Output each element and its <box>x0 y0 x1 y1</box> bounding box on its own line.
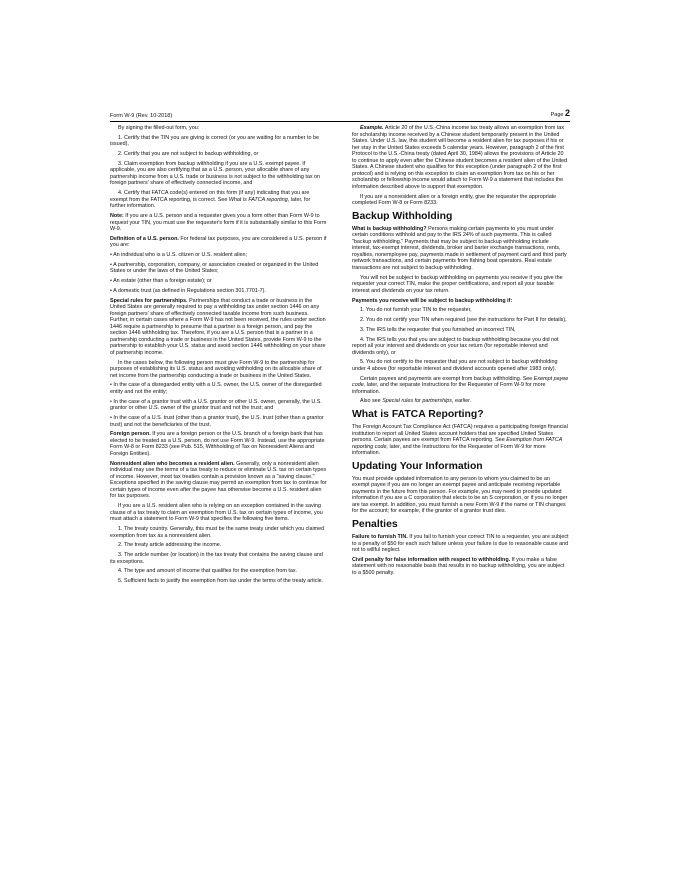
section-heading-penalties: Penalties <box>352 519 398 531</box>
special-rules-label: Special rules for partnerships. <box>110 297 188 304</box>
list-item: 3. The IRS tells the requester that you furnished an incorrect TIN, <box>360 326 516 333</box>
backup-withholding-label: What is backup withholding? <box>352 225 427 232</box>
text: If you make a false statement with no reasonable basis that results in no backup withholding, you are subject to a $500 penalty. <box>352 556 565 576</box>
cross-reference: Exempt payee code, <box>352 375 569 389</box>
cross-reference: Exemption from FATCA reporting code, <box>352 437 563 450</box>
list-item: 2. You do not certify your TIN when required (see the instructions for Part II for details), <box>360 317 567 324</box>
text: Also see <box>360 398 383 405</box>
text: later, and the Instructions for the Requester of Form W-9 for more information. <box>352 443 546 457</box>
page-label: Page <box>550 112 564 118</box>
paragraph <box>110 298 327 357</box>
paragraph: You must provide updated information to any person to whom you claimed to be an exempt payee if you are no longer an exempt payee and anticipate receiving reportable payments in the future from this person. For example, you may need to provide updated information if you are a C corporation that elects to be an S corporation, or if you no longer are tax exempt. In addition, you must furnish a new Form W-9 if the name or TIN changes for the account; for example, if the grantor of a grantor trust dies. <box>352 475 568 515</box>
paragraph: By signing the filled-out form, you: <box>118 125 200 131</box>
paragraph: If you are a U.S. resident alien who is relying on an exception contained in the saving clause of a tax treaty to claim an exemption from U.S. tax on certain types of income, you must attach a statement to Form W-9 that specifies the following five items. <box>110 503 323 523</box>
text: earlier. <box>453 398 472 405</box>
bullet-item: • An estate (other than a foreign estate); or <box>110 278 212 285</box>
bullet-item: • A partnership, corporation, company, or association created or organized in the United States or under the laws of the United States; <box>110 261 319 275</box>
paragraph <box>352 125 569 190</box>
paragraph: 3. Claim exemption from backup withholding if you are a U.S. exempt payee. If applicable, you are also certifying that as a U.S. person, your allocable share of any partnership income from a U.S. trade or business is not subject to the withholding tax on foreign partners' share of effectively connected income, and <box>110 160 321 187</box>
text: later, for further information. <box>110 196 311 210</box>
cross-reference: What is FATCA reporting, <box>228 196 290 203</box>
bullet-item: • In the case of a U.S. trust (other than a grantor trust), the U.S. trust (other than a grantor trust) and not the beneficiaries of the trust. <box>110 415 324 428</box>
paragraph: If you are a nonresident alien or a foreign entity, give the requester the appropriate completed Form W-8 or Form 8233. <box>352 193 557 207</box>
paragraph <box>352 424 569 457</box>
section-heading-updating: Updating Your Information <box>352 460 483 472</box>
paragraph <box>352 398 569 405</box>
bullet-item: • In the case of a grantor trust with a U.S. grantor or other U.S. owner, generally, the U.S. grantor or other U.S. owner of the grantor trust and not the trust; and <box>110 398 322 412</box>
section-heading-backup-withholding: Backup Withholding <box>352 210 453 222</box>
note-label: Note: <box>110 212 124 219</box>
text: The Foreign Account Tax Compliance Act (FATCA) requires a participating foreign financial institution to report all United States account holders that are specified United States persons. Certain payees are exempt from FATCA reporting. See <box>352 424 568 444</box>
subheading: Payments you receive will be subject to backup withholding if: <box>352 297 513 304</box>
list-item: 4. The type and amount of income that qualifies for the exemption from tax. <box>118 568 298 575</box>
text: If you fail to furnish your correct TIN to a requester, you are subject to a penalty of $50 for each such failure unless your failure is due to reasonable cause and not to willful neglect. <box>352 534 569 554</box>
text: Certain payees and payments are exempt from backup withholding. See <box>360 375 534 382</box>
list-item: 1. You do not furnish your TIN to the requester, <box>360 307 472 314</box>
list-item: 1. The treaty country. Generally, this must be the same treaty under which you claimed exemption from tax as a nonresident alien. <box>110 526 325 539</box>
bullet-item: • A domestic trust (as defined in Regulations section 301.7701-7). <box>110 287 266 294</box>
text: Generally, only a nonresident alien individual may use the terms of a tax treaty to reduce or eliminate U.S. tax on certain types of income. However, most tax treaties contain a provision known as a "saving clause." Exceptions specified in the saving clause may permit an exemption from tax to continue for certain types of income even after the payee has otherwise become a U.S. resident alien for tax purposes. <box>110 460 327 500</box>
paragraph <box>110 213 327 233</box>
list-item: 5. You do not certify to the requester that you are not subject to backup withholding under 4 above (for reportable interest and dividend accounts opened after 1983 only). <box>352 359 558 372</box>
text: If you are a U.S. person and a requester gives you a form other than Form W-9 to request your TIN, you must use the requester's form if it is substantially similar to this Form W-9. <box>110 212 327 233</box>
text: Persons making certain payments to you must under certain conditions withhold and pay to the IRS 24% of such payments. This is called "backup withholding." Payments that may be subject to backup withholding include interest, tax-exempt interest, dividends, broker and barter exchange transactions, rents, royalties, nonemployee pay, payments made in settlement of payment card and third party network transactions, and certain payments from fishing boat operators. Real estate transactions are not subject to backup withholding. <box>352 225 567 272</box>
right-column <box>352 125 569 580</box>
bullet-item: • An individual who is a U.S. citizen or U.S. resident alien; <box>110 252 248 259</box>
failure-label: Failure to furnish TIN. <box>352 534 408 541</box>
definition-label: Definition of a U.S. person. <box>110 235 179 242</box>
page-header <box>110 110 570 122</box>
paragraph <box>110 190 327 210</box>
paragraph: 1. Certify that the TIN you are giving is correct (or you are waiting for a number to be issued), <box>110 134 319 148</box>
section-heading-fatca: What is FATCA Reporting? <box>352 409 484 421</box>
page-indicator <box>551 109 570 120</box>
paragraph: 2. Certify that you are not subject to backup withholding, or <box>118 151 259 158</box>
list-item: 4. The IRS tells you that you are subject to backup withholding because you did not report all your interest and dividends on your tax return (for reportable interest and dividends only), or <box>352 336 559 356</box>
text: later, and the separate Instructions for the Requester of Form W-9 for more information. <box>352 382 546 395</box>
paragraph: You will not be subject to backup withholding on payments you receive if you give the requester your correct TIN, make the proper certifications, and report all your taxable interest and dividends on your tax return. <box>352 274 563 294</box>
page-number: 2 <box>564 108 570 118</box>
left-column <box>110 125 327 588</box>
paragraph <box>110 461 327 500</box>
form-id: Form W-9 (Rev. 10-2018) <box>110 113 173 119</box>
paragraph <box>352 226 569 272</box>
nonresident-label: Nonresident alien who becomes a resident alien. <box>110 460 235 467</box>
form-page <box>110 110 570 710</box>
bullet-item: • In the case of a disregarded entity with a U.S. owner, the U.S. owner of the disregarded entity and not the entity; <box>110 382 322 396</box>
list-item: 3. The article number (or location) in the tax treaty that contains the saving clause and its exceptions. <box>110 552 323 565</box>
foreign-person-label: Foreign person. <box>110 431 151 438</box>
paragraph <box>110 236 327 249</box>
cross-reference: Special rules for partnerships, <box>382 398 454 405</box>
text: For federal tax purposes, you are considered a U.S. person if you are: <box>110 235 327 249</box>
text: If you are a foreign person or the U.S. branch of a foreign bank that has elected to be treated as a U.S. person, do not use Form W-9. Instead, use the appropriate Form W-8 or Form 8233 (see Pub. 515, Withholding of Tax on Nonresident Aliens and Foreign Entities). <box>110 431 325 457</box>
text: 4. Certify that FATCA code(s) entered on this form (if any) indicating that you are exempt from the FATCA reporting, is correct. See <box>110 190 310 203</box>
text: Article 20 of the U.S.-China income tax treaty allows an exemption from tax for scholarship income received by a Chinese student temporarily present in the United States. Under U.S. law, this student will become a resident alien for tax purposes if his or her stay in the United States exceeds 5 calendar years. However, paragraph 2 of the first Protocol to the U.S.-China treaty (dated April 30, 1984) allows the provisions of Article 20 to continue to apply even after the Chinese student becomes a resident alien of the United States. A Chinese student who qualifies for this exception (under paragraph 2 of the first protocol) and is relying on this exception to claim an exemption from tax on his or her scholarship or fellowship income would attach to Form W-9 a statement that includes the information described above to support that exemption. <box>352 125 568 190</box>
list-item: 2. The treaty article addressing the income. <box>118 542 222 549</box>
example-label: Example. <box>360 125 384 131</box>
list-item: 5. Sufficient facts to justify the exemption from tax under the terms of the treaty article. <box>118 578 324 585</box>
civil-penalty-label: Civil penalty for false information with respect to withholding. <box>352 556 511 563</box>
paragraph: In the cases below, the following person must give Form W-9 to the partnership for purposes of establishing its U.S. status and avoiding withholding on its allocable share of net income from the partnership conducting a trade or business in the United States. <box>110 359 322 379</box>
paragraph <box>352 376 569 396</box>
paragraph <box>110 431 327 457</box>
paragraph <box>352 557 569 577</box>
text: Partnerships that conduct a trade or business in the United States are generally required to pay a withholding tax under section 1446 on any foreign partners' share of effectively connected taxable income from such business. Further, in certain cases where a Form W-9 has not been received, the rules under section 1446 require a partnership to presume that a partner is a foreign person, and pay the section 1446 withholding tax. Therefore, if you are a U.S. person that is a partner in a partnership conducting a trade or business in the United States, provide Form W-9 to the partnership to establish your U.S. status and avoid section 1446 withholding on your share of partnership income. <box>110 297 326 356</box>
paragraph <box>352 534 569 554</box>
